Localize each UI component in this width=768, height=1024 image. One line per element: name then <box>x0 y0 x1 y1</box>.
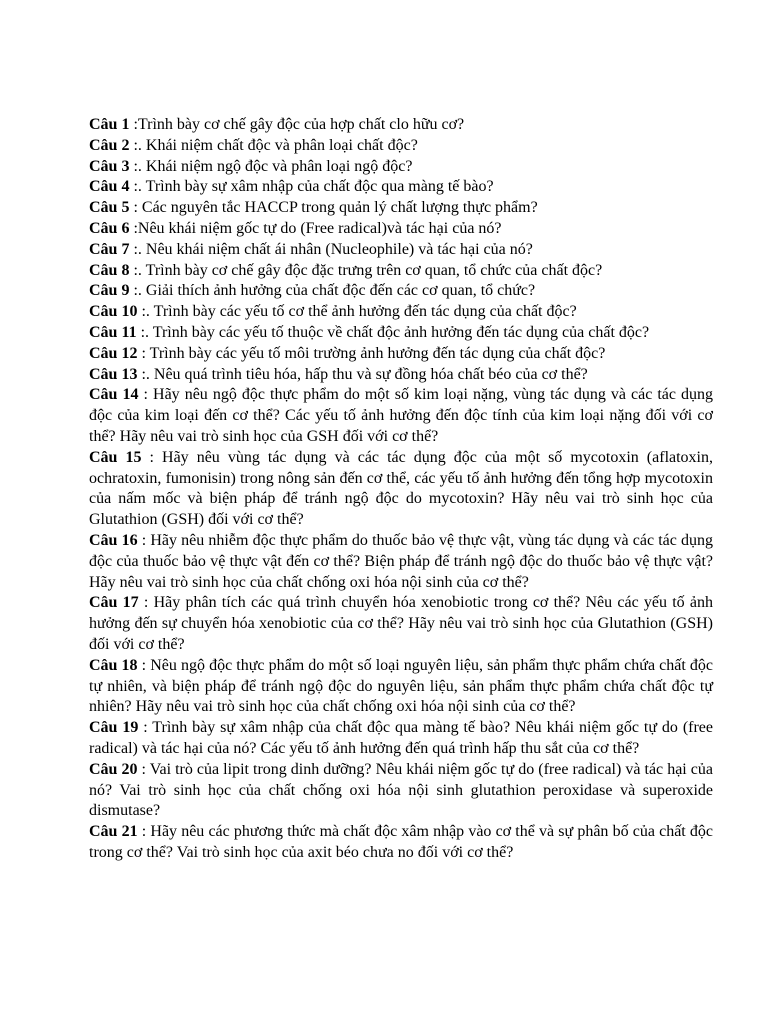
question-text: : Hãy nêu các phương thức mà chất độc xâm nhập vào cơ thể và sự phân bố của chất độc trong cơ thể? Vai trò sinh học của axit béo chưa no đối với cơ thể? <box>89 823 714 861</box>
question-label: Câu 14 <box>89 386 139 404</box>
question-text: : Các nguyên tắc HACCP trong quản lý chất lượng thực phẩm? <box>129 199 538 217</box>
question-8 <box>89 261 713 282</box>
question-label: Câu 18 <box>89 656 138 674</box>
question-2 <box>89 136 713 157</box>
question-label: Câu 13 <box>89 365 138 383</box>
question-text: : Hãy nêu ngộ độc thực phẩm do một số kim loại nặng, vùng tác dụng và các tác dụng độc của kim loại đến cơ thể? Các yếu tố ảnh hưởng đến độc tính của kim loại nặng đối với cơ thể? Hãy nêu vai trò sinh học của GSH đối với cơ thể? <box>89 386 714 445</box>
question-21 <box>89 822 713 864</box>
question-label: Câu 5 <box>89 199 130 217</box>
question-1 <box>89 115 713 136</box>
question-text: :Trình bày cơ chế gây độc của hợp chất clo hữu cơ? <box>129 116 465 133</box>
question-label: Câu 11 <box>89 323 137 341</box>
question-text: :. Giải thích ảnh hưởng của chất độc đến các cơ quan, tổ chức? <box>129 282 536 300</box>
question-label: Câu 6 <box>89 219 130 237</box>
question-9 <box>89 281 713 302</box>
question-label: Câu 15 <box>89 448 142 466</box>
question-3 <box>89 157 713 178</box>
question-text: :. Nêu quá trình tiêu hóa, hấp thu và sự đồng hóa chất béo của cơ thể? <box>137 365 588 383</box>
question-label: Câu 21 <box>89 823 138 841</box>
question-17 <box>89 593 713 655</box>
question-text: :. Trình bày các yếu tố thuộc về chất độc ảnh hưởng đến tác dụng của chất độc? <box>136 323 650 341</box>
question-label: Câu 3 <box>89 157 130 175</box>
question-text: :. Trình bày cơ chế gây độc đặc trưng trên cơ quan, tổ chức của chất độc? <box>129 261 603 279</box>
question-18 <box>89 656 713 718</box>
question-label: Câu 19 <box>89 719 139 737</box>
question-text: : Hãy phân tích các quá trình chuyển hóa xenobiotic trong cơ thể? Nêu các yếu tố ảnh hưởng đến sự chuyển hóa xenobiotic của cơ thể? Hãy nêu vai trò sinh học của Glutathion (GSH) đối với cơ thể? <box>89 594 714 653</box>
question-label: Câu 16 <box>89 531 138 549</box>
question-4 <box>89 177 713 198</box>
question-text: : Hãy nêu vùng tác dụng và các tác dụng độc của một số mycotoxin (aflatoxin, ochratoxin, fumonisin) trong nông sản đến cơ thể, các yếu tố ảnh hưởng đến tổng hợp mycotoxin của nấm mốc và biện pháp để tránh ngộ độc do mycotoxin? Hãy nêu vai trò sinh học của Glutathion (GSH) đối với cơ thể? <box>89 448 714 529</box>
question-11 <box>89 323 713 344</box>
question-label: Câu 12 <box>89 344 138 362</box>
question-6 <box>89 219 713 240</box>
question-5 <box>89 198 713 219</box>
question-label: Câu 4 <box>89 178 130 196</box>
question-text: : Trình bày các yếu tố môi trường ảnh hưởng đến tác dụng của chất độc? <box>137 344 606 362</box>
question-14 <box>89 385 713 447</box>
question-text: :. Nêu khái niệm chất ái nhân (Nucleophile) và tác hại của nó? <box>129 240 533 258</box>
question-text: : Hãy nêu nhiễm độc thực phẩm do thuốc bảo vệ thực vật, vùng tác dụng và các tác dụng độc của thuốc bảo vệ thực vật đến cơ thể? Biện pháp để tránh ngộ độc do thuốc bảo vệ thực vật? Hãy nêu vai trò sinh học của chất chống oxi hóa nội sinh của cơ thể? <box>89 531 714 591</box>
question-text: :. Trình bày sự xâm nhập của chất độc qua màng tế bào? <box>129 178 494 196</box>
question-label: Câu 7 <box>89 240 130 258</box>
question-16 <box>89 531 713 593</box>
question-text: :. Trình bày các yếu tố cơ thể ảnh hưởng đến tác dụng của chất độc? <box>137 303 577 321</box>
question-7 <box>89 240 713 261</box>
question-list <box>89 115 713 864</box>
question-19 <box>89 718 713 760</box>
question-label: Câu 2 <box>89 136 130 154</box>
question-text: :. Khái niệm chất độc và phân loại chất độc? <box>129 136 418 154</box>
question-text: : Vai trò của lipit trong dinh dưỡng? Nêu khái niệm gốc tự do (free radical) và tác hại của nó? Vai trò sinh học của chất chống oxi hóa nội sinh glutathion peroxidase và superoxide dismutase? <box>89 760 713 820</box>
question-13 <box>89 365 713 386</box>
question-text: : Nêu ngộ độc thực phẩm do một số loại nguyên liệu, sản phẩm thực phẩm chứa chất độc tự nhiên, và biện pháp để tránh ngộ độc do nguyên liệu, sản phẩm thực phẩm chứa chất độc tự nhiên? Hãy nêu vai trò sinh học của chất chống oxi hóa nội sinh của cơ thể? <box>89 656 714 716</box>
question-label: Câu 17 <box>89 594 139 612</box>
question-20 <box>89 760 713 822</box>
question-text: :Nêu khái niệm gốc tự do (Free radical)và tác hại của nó? <box>129 219 502 237</box>
question-label: Câu 20 <box>89 760 138 778</box>
question-label: Câu 1 <box>89 116 130 133</box>
question-12 <box>89 344 713 365</box>
question-text: : Trình bày sự xâm nhập của chất độc qua màng tế bào? Nêu khái niệm gốc tự do (free radical) và tác hại của nó? Các yếu tố ảnh hưởng đến quá trình hấp thu sắt của cơ thể? <box>89 719 714 757</box>
question-text: :. Khái niệm ngộ độc và phân loại ngộ độc? <box>129 157 413 175</box>
question-10 <box>89 302 713 323</box>
question-label: Câu 9 <box>89 282 130 300</box>
question-label: Câu 10 <box>89 303 138 321</box>
question-label: Câu 8 <box>89 261 130 279</box>
question-15 <box>89 448 713 531</box>
